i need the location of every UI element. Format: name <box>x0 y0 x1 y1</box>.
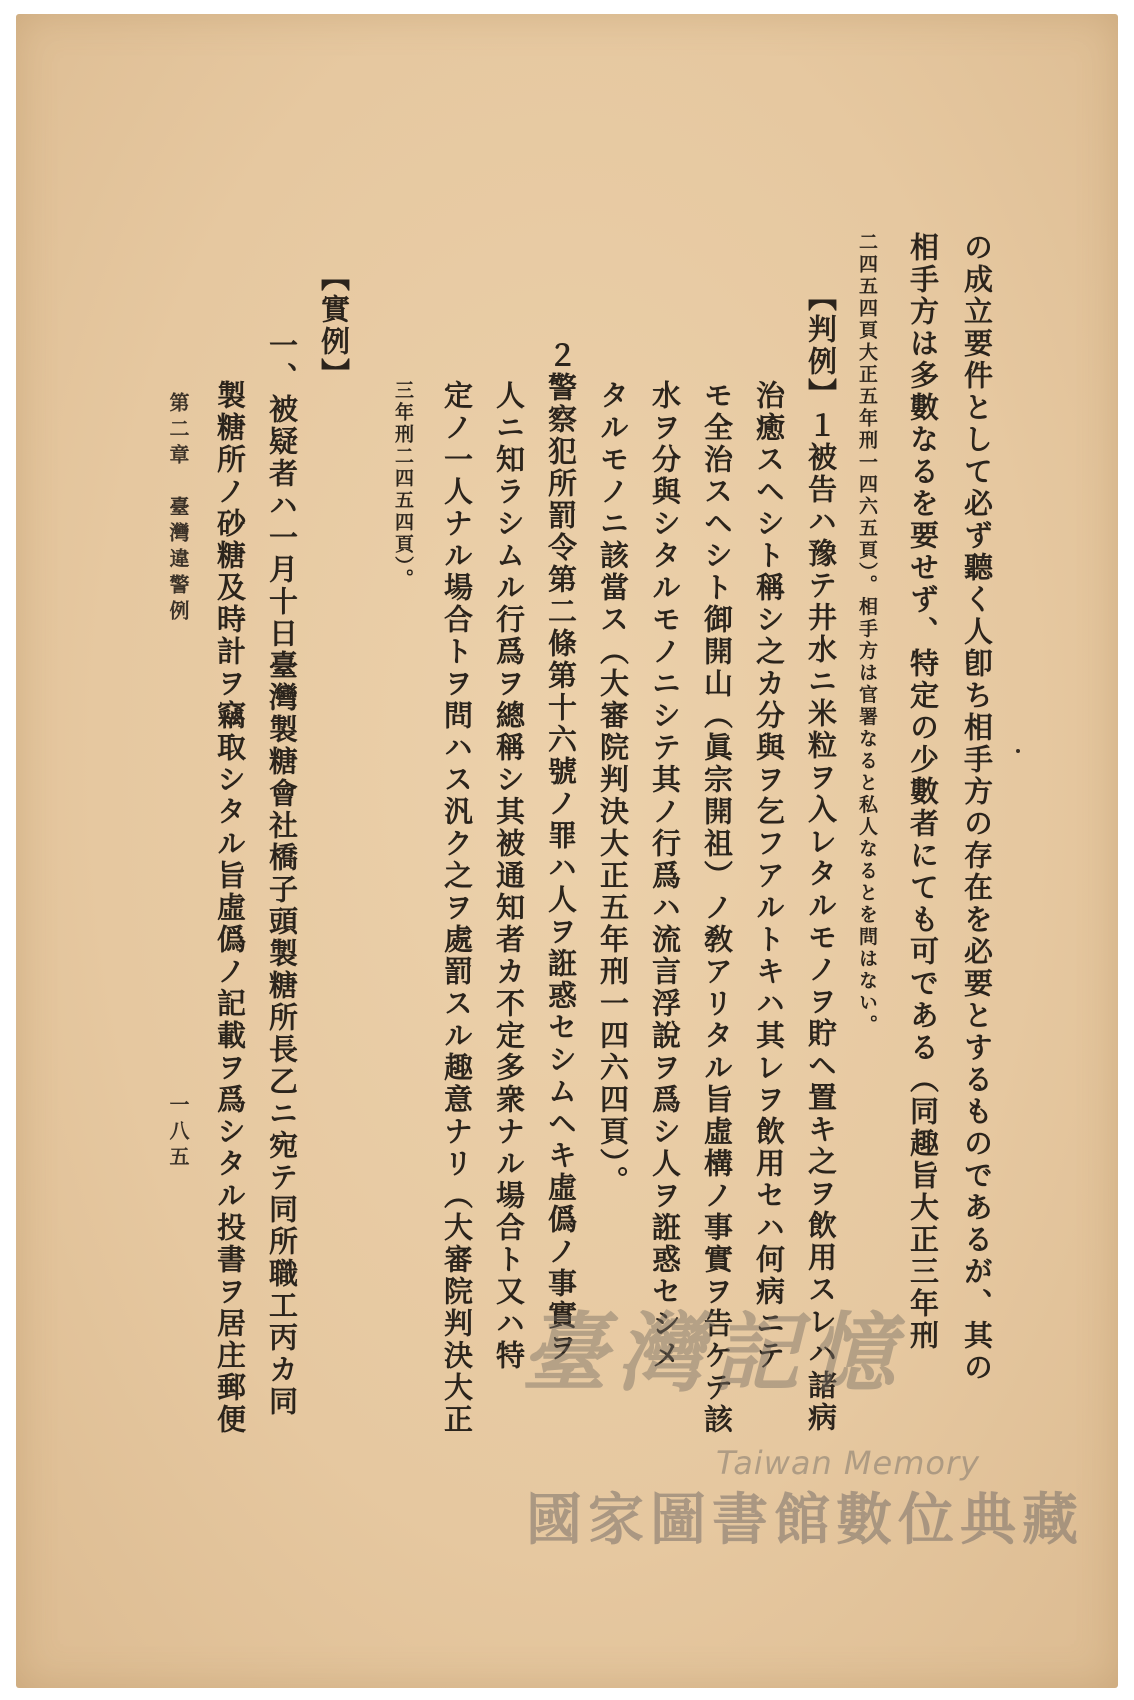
text-column-6: モ全治スヘシト御開山（眞宗開祖）ノ敎アリタル旨虛構ノ事實ヲ告ケテ該 <box>700 380 734 1436</box>
book-page <box>16 14 1118 1688</box>
text-column-4: 【判例】１被告ハ豫テ井水ニ米粒ヲ入レタルモノヲ貯ヘ置キ之ヲ飲用スレハ諸病 <box>804 282 838 1434</box>
text-column-8: タルモノニ該當ス（大審院判決大正五年刑一四六四頁）。 <box>596 380 630 1198</box>
text-column-2: 相手方は多數なるを要せず、特定の少數者にても可である（同趣旨大正三年刑 <box>906 232 940 1352</box>
text-column-1: の成立要件として必ず聽く人卽ち相手方の存在を必要とするものであるが、其の <box>960 232 994 1384</box>
text-column-10: 人ニ知ラシムル行爲ヲ總稱シ其被通知者カ不定多衆ナル場合ト又ハ特 <box>492 380 526 1372</box>
section-heading: 【實例】 <box>317 262 351 390</box>
ink-speck <box>1016 749 1020 753</box>
text-column-5: 治癒スヘシト稱シ之カ分與ヲ乞フアルトキハ其レヲ飲用セハ何病ニテ <box>752 380 786 1372</box>
watermark-english: Taiwan Memory <box>716 1444 981 1482</box>
text-column-12: 三年刑二四五四頁）。 <box>392 380 414 591</box>
text-column-9: ２警察犯所罰令第二條第十六號ノ罪ハ人ヲ誑惑セシムヘキ虛僞ノ事實ヲ <box>544 340 578 1364</box>
watermark-logo: 臺灣記憶 <box>521 1304 905 1404</box>
text-column-11: 定ノ一人ナル場合トヲ問ハス汎ク之ヲ處罰スル趣意ナリ（大審院判決大正 <box>440 380 474 1436</box>
text-column-3: 二四五四頁大正五年刑一四六五頁）。相手方は官署なると私人なるとを問はない。 <box>856 232 878 1037</box>
chapter-footer: 第二章 臺灣違警例 <box>166 392 190 626</box>
text-column-14: 一、被疑者ハ一月十日臺灣製糖會社橋子頭製糖所長乙ニ宛テ同所職工丙カ同 <box>265 330 299 1418</box>
page-number: 一八五 <box>166 1094 190 1172</box>
watermark-chinese: 國家圖書館數位典藏 <box>526 1488 1084 1553</box>
text-column-15: 製糖所ノ砂糖及時計ヲ竊取シタル旨虛僞ノ記載ヲ爲シタル投書ヲ居庄郵便 <box>213 380 247 1436</box>
text-column-7: 水ヲ分與シタルモノニシテ其ノ行爲ハ流言浮說ヲ爲シ人ヲ誑惑セシメ <box>648 380 682 1372</box>
